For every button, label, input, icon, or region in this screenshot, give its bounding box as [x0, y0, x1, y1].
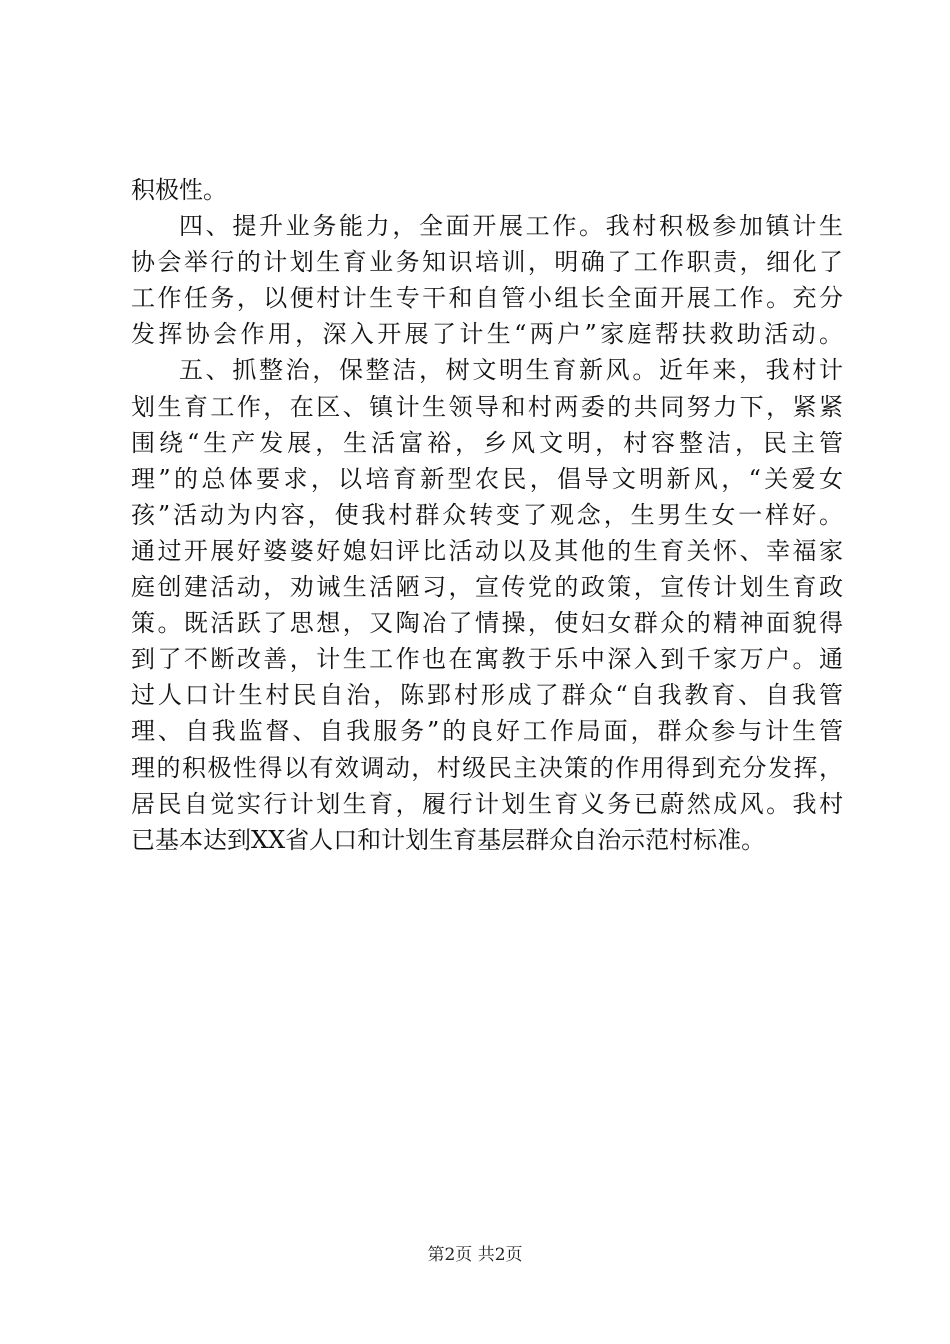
text-line: 划生育工作，在区、镇计生领导和村两委的共同努力下，紧紧	[131, 392, 843, 421]
text-line: 理的积极性得以有效调动，村级民主决策的作用得到充分发挥，	[131, 753, 843, 782]
text-line: 孩”活动为内容，使我村群众转变了观念，生男生女一样好。	[131, 500, 843, 529]
text-line: 理”的总体要求，以培育新型农民，倡导文明新风，“关爱女	[131, 464, 843, 493]
text-line: 策。既活跃了思想，又陶冶了情操，使妇女群众的精神面貌得	[131, 609, 843, 638]
text-line: 居民自觉实行计划生育，履行计划生育义务已蔚然成风。我村	[131, 789, 843, 818]
text-line: 积极性。	[131, 176, 227, 204]
text-line: 到了不断改善，计生工作也在寓教于乐中深入到千家万户。通	[131, 645, 843, 674]
page-number-footer: 第2页 共2页	[427, 1245, 523, 1265]
text-line: 已基本达到XX省人口和计划生育基层群众自治示范村标准。	[131, 825, 766, 854]
text-line: 工作任务，以便村计生专干和自管小组长全面开展工作。充分	[131, 284, 843, 313]
body-text	[131, 172, 843, 858]
text-line: 五、抓整治，保整洁，树文明生育新风。近年来，我村计	[179, 356, 843, 385]
text-line: 发挥协会作用，深入开展了计生“两户”家庭帮扶救助活动。	[131, 320, 843, 349]
text-line: 通过开展好婆婆好媳妇评比活动以及其他的生育关怀、幸福家	[131, 536, 843, 565]
text-line: 理、自我监督、自我服务”的良好工作局面，群众参与计生管	[131, 717, 843, 746]
text-line: 围绕“生产发展，生活富裕，乡风文明，村容整洁，民主管	[131, 428, 843, 457]
text-line: 过人口计生村民自治，陈郢村形成了群众“自我教育、自我管	[131, 681, 843, 710]
text-line: 四、提升业务能力，全面开展工作。我村积极参加镇计生	[179, 212, 843, 241]
text-line: 庭创建活动，劝诫生活陋习，宣传党的政策，宣传计划生育政	[131, 573, 843, 602]
text-line: 协会举行的计划生育业务知识培训，明确了工作职责，细化了	[131, 248, 843, 277]
